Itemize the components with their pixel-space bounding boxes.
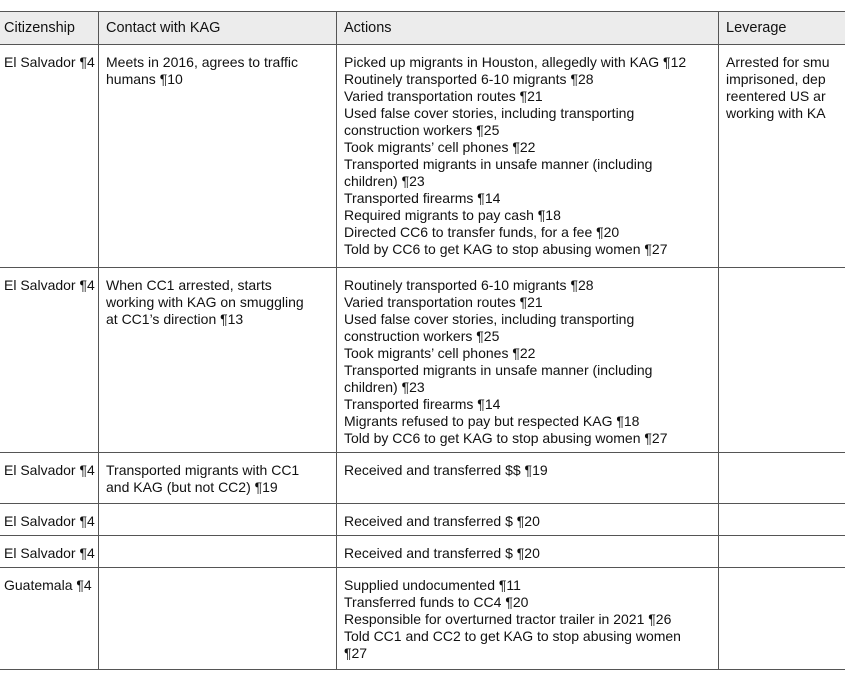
action-line: Migrants refused to pay but respected KAG ¶18 <box>344 413 640 429</box>
table-row <box>0 568 845 670</box>
table-header <box>0 12 845 45</box>
action-line: Supplied undocumented ¶11 <box>344 577 521 593</box>
contact-line: Transported migrants with CC1 <box>106 462 300 478</box>
actions-cell <box>337 568 719 670</box>
contact-line: When CC1 arrested, starts <box>106 277 272 293</box>
citizenship-cell <box>0 268 99 453</box>
contact-cell <box>99 453 337 504</box>
action-line: Picked up migrants in Houston, allegedly with KAG ¶12 <box>344 54 687 70</box>
contact-line: humans ¶10 <box>106 71 183 87</box>
citizenship-text: El Salvador ¶4 <box>4 462 95 478</box>
contact-line: Meets in 2016, agrees to traffic <box>106 54 298 70</box>
action-line: Routinely transported 6-10 migrants ¶28 <box>344 277 594 293</box>
action-line: Told CC1 and CC2 to get KAG to stop abusing women <box>344 628 681 644</box>
leverage-cell <box>719 453 845 504</box>
citizenship-cell <box>0 536 99 568</box>
co-conspirator-table <box>0 11 845 670</box>
contact-cell <box>99 536 337 568</box>
action-line: Directed CC6 to transfer funds, for a fee ¶20 <box>344 224 620 240</box>
action-line: Varied transportation routes ¶21 <box>344 88 543 104</box>
leverage-cell <box>719 536 845 568</box>
column-header-leverage: Leverage <box>719 12 845 45</box>
action-line: Told by CC6 to get KAG to stop abusing women ¶27 <box>344 241 668 257</box>
action-line: Transported firearms ¶14 <box>344 190 501 206</box>
action-line: Received and transferred $ ¶20 <box>344 513 540 529</box>
citizenship-cell <box>0 568 99 670</box>
table-row <box>0 504 845 536</box>
contact-line: and KAG (but not CC2) ¶19 <box>106 479 278 495</box>
leverage-line: reentered US ar <box>726 88 826 104</box>
actions-cell <box>337 504 719 536</box>
action-line: Routinely transported 6-10 migrants ¶28 <box>344 71 594 87</box>
table-body <box>0 45 845 670</box>
action-line: Varied transportation routes ¶21 <box>344 294 543 310</box>
table-row <box>0 536 845 568</box>
leverage-cell <box>719 268 845 453</box>
column-header-actions: Actions <box>337 12 719 45</box>
table-row <box>0 268 845 453</box>
action-line: Required migrants to pay cash ¶18 <box>344 207 561 223</box>
contact-cell <box>99 268 337 453</box>
action-line: Used false cover stories, including transporting <box>344 311 635 327</box>
contact-cell <box>99 568 337 670</box>
action-line: Transported migrants in unsafe manner (including <box>344 362 653 378</box>
citizenship-text: El Salvador ¶4 <box>4 54 95 70</box>
column-header-contact: Contact with KAG <box>99 12 337 45</box>
table-row <box>0 45 845 268</box>
actions-cell <box>337 268 719 453</box>
contact-cell <box>99 504 337 536</box>
action-line: Transported migrants in unsafe manner (including <box>344 156 653 172</box>
contact-line: at CC1’s direction ¶13 <box>106 311 244 327</box>
leverage-cell <box>719 568 845 670</box>
action-line: construction workers ¶25 <box>344 328 500 344</box>
action-line: Transported firearms ¶14 <box>344 396 501 412</box>
contact-line: working with KAG on smuggling <box>106 294 304 310</box>
citizenship-text: El Salvador ¶4 <box>4 277 95 293</box>
leverage-line: imprisoned, dep <box>726 71 826 87</box>
action-line: Took migrants’ cell phones ¶22 <box>344 139 536 155</box>
citizenship-text: Guatemala ¶4 <box>4 577 92 593</box>
column-header-citizenship: Citizenship <box>0 12 99 45</box>
citizenship-text: El Salvador ¶4 <box>4 545 95 561</box>
action-line: construction workers ¶25 <box>344 122 500 138</box>
action-line: Received and transferred $ ¶20 <box>344 545 540 561</box>
action-line: Received and transferred $$ ¶19 <box>344 462 548 478</box>
contact-cell <box>99 45 337 268</box>
action-line: Told by CC6 to get KAG to stop abusing women ¶27 <box>344 430 668 446</box>
citizenship-cell <box>0 504 99 536</box>
citizenship-cell <box>0 453 99 504</box>
leverage-line: Arrested for smu <box>726 54 830 70</box>
actions-cell <box>337 453 719 504</box>
actions-cell <box>337 45 719 268</box>
citizenship-cell <box>0 45 99 268</box>
header-row <box>0 12 845 45</box>
action-line: children) ¶23 <box>344 379 425 395</box>
leverage-cell <box>719 45 845 268</box>
leverage-line: working with KA <box>726 105 826 121</box>
action-line: children) ¶23 <box>344 173 425 189</box>
action-line: Responsible for overturned tractor trailer in 2021 ¶26 <box>344 611 672 627</box>
action-line: Transferred funds to CC4 ¶20 <box>344 594 529 610</box>
action-line: Used false cover stories, including transporting <box>344 105 635 121</box>
actions-cell <box>337 536 719 568</box>
citizenship-text: El Salvador ¶4 <box>4 513 95 529</box>
action-line: ¶27 <box>344 645 368 661</box>
action-line: Took migrants’ cell phones ¶22 <box>344 345 536 361</box>
table-row <box>0 453 845 504</box>
leverage-cell <box>719 504 845 536</box>
